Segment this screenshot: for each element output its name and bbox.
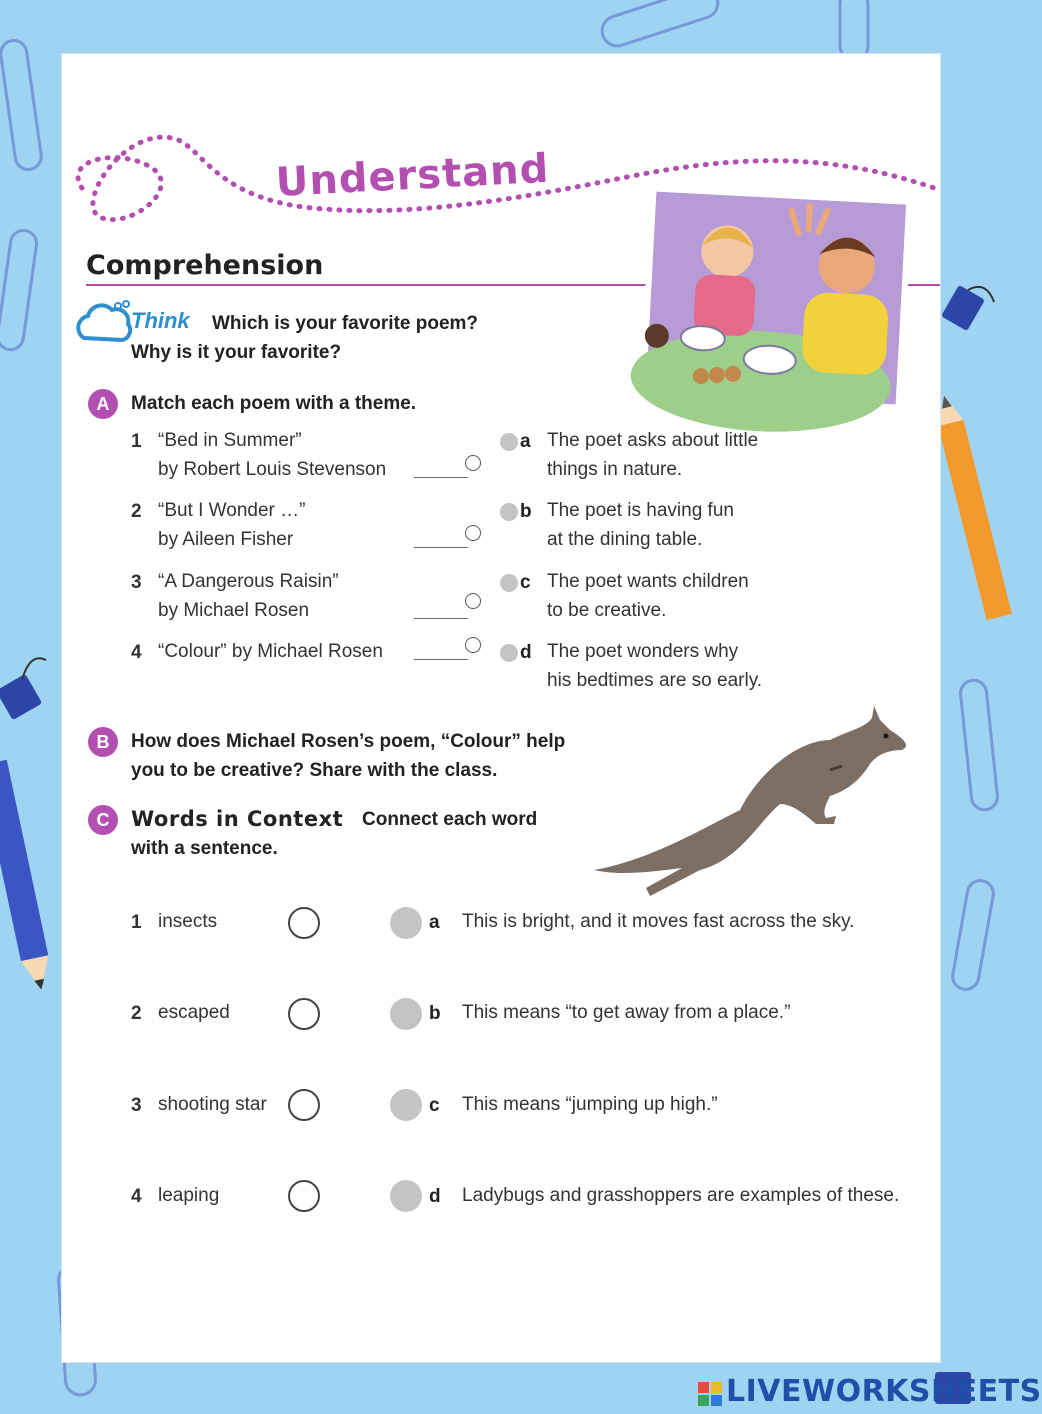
poem-author: by Michael Rosen (158, 600, 310, 621)
section-c-instruction: Connect each word (362, 809, 538, 830)
poem-number: 2 (131, 501, 142, 522)
sentence-letter: c (429, 1095, 440, 1116)
section-b-question: How does Michael Rosen’s poem, “Colour” help (131, 731, 566, 752)
word-number: 1 (131, 912, 142, 933)
answer-blank (414, 659, 468, 660)
match-target[interactable] (390, 998, 422, 1030)
poem-title: “But I Wonder …” (158, 500, 306, 521)
match-anchor[interactable] (288, 1180, 320, 1212)
match-anchor[interactable] (465, 525, 481, 541)
section-a-instruction: Match each poem with a theme. (131, 393, 417, 414)
sentence-letter: b (429, 1003, 441, 1024)
vocabulary-word: shooting star (158, 1094, 267, 1115)
poem-title: “Bed in Summer” (158, 430, 302, 451)
theme-text: his bedtimes are so early. (547, 670, 763, 691)
binder-clip-icon (941, 285, 994, 331)
think-cloud-icon (74, 298, 134, 348)
paperclip-icon (840, 0, 868, 60)
think-label: Think (131, 308, 190, 333)
kangaroo-illustration (590, 700, 910, 900)
section-c-heading: Words in Context (131, 807, 344, 831)
theme-text: The poet is having fun (547, 500, 734, 521)
match-target[interactable] (500, 644, 518, 662)
think-question: Why is it your favorite? (131, 342, 342, 363)
section-badge-b: B (88, 727, 118, 757)
vocabulary-word: escaped (158, 1002, 230, 1023)
sentence-letter: d (429, 1186, 441, 1207)
pencil-icon (0, 760, 55, 993)
sentence-text: Ladybugs and grasshoppers are examples of these. (462, 1185, 900, 1206)
match-target[interactable] (500, 574, 518, 592)
word-number: 2 (131, 1003, 142, 1024)
theme-letter: c (520, 572, 531, 593)
section-b-question: you to be creative? Share with the class. (131, 760, 498, 781)
poem-number: 4 (131, 642, 142, 663)
paperclip-icon (0, 39, 43, 171)
paperclip-icon (951, 879, 996, 992)
match-anchor[interactable] (465, 593, 481, 609)
theme-text: The poet wonders why (547, 641, 739, 662)
sentence-letter: a (429, 912, 440, 933)
theme-text: The poet asks about little (547, 430, 759, 451)
section-heading: Comprehension (86, 250, 324, 281)
match-anchor[interactable] (465, 455, 481, 471)
match-anchor[interactable] (288, 907, 320, 939)
poem-number: 1 (131, 431, 142, 452)
theme-letter: a (520, 431, 531, 452)
think-question: Which is your favorite poem? (212, 313, 479, 334)
page-title: Understand (274, 145, 551, 206)
section-badge-a: A (88, 389, 118, 419)
poem-title: “A Dangerous Raisin” (158, 571, 339, 592)
binder-clip-icon (0, 658, 46, 720)
theme-letter: d (520, 642, 532, 663)
match-target[interactable] (500, 503, 518, 521)
poem-number: 3 (131, 572, 142, 593)
sentence-text: This means “jumping up high.” (462, 1094, 718, 1115)
theme-letter: b (520, 501, 532, 522)
match-target[interactable] (390, 1089, 422, 1121)
sentence-text: This is bright, and it moves fast across the sky. (462, 911, 855, 932)
liveworksheets-logo-icon (698, 1382, 722, 1406)
liveworksheets-watermark: LIVEWORKSHEETS (726, 1374, 1042, 1409)
match-target[interactable] (390, 907, 422, 939)
paperclip-icon (959, 679, 998, 811)
word-number: 3 (131, 1095, 142, 1116)
theme-text: things in nature. (547, 459, 683, 480)
poem-author: by Robert Louis Stevenson (158, 459, 387, 480)
pencil-icon (931, 393, 1011, 621)
match-anchor[interactable] (465, 637, 481, 653)
sentence-text: This means “to get away from a place.” (462, 1002, 791, 1023)
poem-author: by Aileen Fisher (158, 529, 294, 550)
children-eating-illustration (640, 185, 913, 410)
paperclip-icon (598, 0, 721, 50)
theme-text: The poet wants children (547, 571, 749, 592)
vocabulary-word: insects (158, 911, 218, 932)
match-target[interactable] (390, 1180, 422, 1212)
answer-blank (414, 547, 468, 548)
answer-blank (414, 477, 468, 478)
section-c-instruction: with a sentence. (131, 838, 278, 859)
match-anchor[interactable] (288, 1089, 320, 1121)
paperclip-icon (0, 229, 38, 351)
answer-blank (414, 618, 468, 619)
match-target[interactable] (500, 433, 518, 451)
section-badge-c: C (88, 805, 118, 835)
poem-title: “Colour” by Michael Rosen (158, 641, 383, 662)
match-anchor[interactable] (288, 998, 320, 1030)
theme-text: at the dining table. (547, 529, 703, 550)
word-number: 4 (131, 1186, 142, 1207)
vocabulary-word: leaping (158, 1185, 220, 1206)
theme-text: to be creative. (547, 600, 667, 621)
